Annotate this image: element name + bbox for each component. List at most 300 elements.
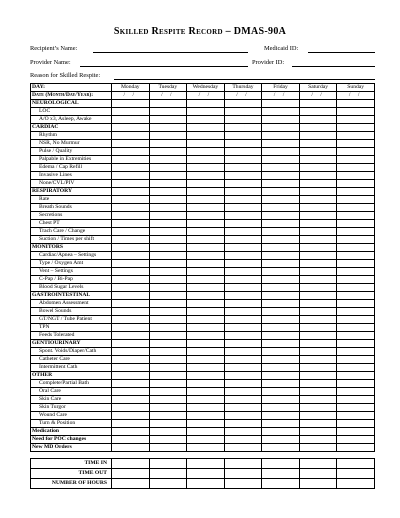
entry-cell[interactable] xyxy=(224,116,262,124)
entry-cell[interactable] xyxy=(187,228,225,236)
entry-cell[interactable] xyxy=(112,364,150,372)
entry-cell[interactable] xyxy=(112,164,150,172)
entry-cell[interactable] xyxy=(337,404,375,412)
entry-cell[interactable] xyxy=(262,396,300,404)
entry-cell[interactable] xyxy=(112,132,150,140)
entry-cell[interactable] xyxy=(299,396,337,404)
entry-cell[interactable] xyxy=(187,300,225,308)
time-entry-cell[interactable] xyxy=(224,469,262,479)
entry-cell[interactable] xyxy=(224,140,262,148)
entry-cell[interactable] xyxy=(149,228,187,236)
entry-cell[interactable] xyxy=(299,132,337,140)
entry-cell[interactable] xyxy=(224,316,262,324)
entry-cell[interactable] xyxy=(187,324,225,332)
entry-cell[interactable] xyxy=(224,124,262,132)
entry-cell[interactable] xyxy=(337,108,375,116)
entry-cell[interactable] xyxy=(112,412,150,420)
entry-cell[interactable] xyxy=(262,204,300,212)
entry-cell[interactable] xyxy=(187,444,225,452)
entry-cell[interactable] xyxy=(149,348,187,356)
entry-cell[interactable] xyxy=(224,268,262,276)
entry-cell[interactable] xyxy=(262,340,300,348)
entry-cell[interactable] xyxy=(224,204,262,212)
entry-cell[interactable] xyxy=(337,252,375,260)
entry-cell[interactable] xyxy=(224,188,262,196)
entry-cell[interactable] xyxy=(149,140,187,148)
entry-cell[interactable] xyxy=(187,204,225,212)
entry-cell[interactable] xyxy=(187,124,225,132)
entry-cell[interactable] xyxy=(299,236,337,244)
entry-cell[interactable] xyxy=(149,204,187,212)
entry-cell[interactable] xyxy=(224,444,262,452)
entry-cell[interactable] xyxy=(149,172,187,180)
entry-cell[interactable] xyxy=(112,388,150,396)
date-cell[interactable]: / / xyxy=(187,92,225,100)
entry-cell[interactable] xyxy=(299,436,337,444)
entry-cell[interactable] xyxy=(299,348,337,356)
entry-cell[interactable] xyxy=(149,412,187,420)
entry-cell[interactable] xyxy=(299,140,337,148)
entry-cell[interactable] xyxy=(299,428,337,436)
entry-cell[interactable] xyxy=(187,188,225,196)
entry-cell[interactable] xyxy=(187,164,225,172)
entry-cell[interactable] xyxy=(149,428,187,436)
entry-cell[interactable] xyxy=(112,324,150,332)
entry-cell[interactable] xyxy=(299,212,337,220)
entry-cell[interactable] xyxy=(299,444,337,452)
entry-cell[interactable] xyxy=(187,140,225,148)
provider-name-field[interactable] xyxy=(80,59,248,67)
entry-cell[interactable] xyxy=(224,300,262,308)
entry-cell[interactable] xyxy=(187,308,225,316)
entry-cell[interactable] xyxy=(187,244,225,252)
entry-cell[interactable] xyxy=(337,236,375,244)
date-cell[interactable]: / / xyxy=(149,92,187,100)
entry-cell[interactable] xyxy=(299,252,337,260)
entry-cell[interactable] xyxy=(112,380,150,388)
entry-cell[interactable] xyxy=(262,428,300,436)
entry-cell[interactable] xyxy=(112,372,150,380)
entry-cell[interactable] xyxy=(187,196,225,204)
entry-cell[interactable] xyxy=(112,396,150,404)
entry-cell[interactable] xyxy=(224,372,262,380)
time-entry-cell[interactable] xyxy=(149,459,187,469)
time-entry-cell[interactable] xyxy=(149,479,187,489)
entry-cell[interactable] xyxy=(149,260,187,268)
entry-cell[interactable] xyxy=(299,380,337,388)
entry-cell[interactable] xyxy=(262,236,300,244)
entry-cell[interactable] xyxy=(299,300,337,308)
entry-cell[interactable] xyxy=(262,436,300,444)
entry-cell[interactable] xyxy=(262,284,300,292)
entry-cell[interactable] xyxy=(112,420,150,428)
entry-cell[interactable] xyxy=(187,148,225,156)
entry-cell[interactable] xyxy=(224,252,262,260)
entry-cell[interactable] xyxy=(262,372,300,380)
entry-cell[interactable] xyxy=(224,340,262,348)
entry-cell[interactable] xyxy=(224,148,262,156)
entry-cell[interactable] xyxy=(299,284,337,292)
entry-cell[interactable] xyxy=(337,244,375,252)
entry-cell[interactable] xyxy=(262,212,300,220)
entry-cell[interactable] xyxy=(299,188,337,196)
entry-cell[interactable] xyxy=(224,220,262,228)
entry-cell[interactable] xyxy=(112,180,150,188)
entry-cell[interactable] xyxy=(299,124,337,132)
entry-cell[interactable] xyxy=(262,252,300,260)
entry-cell[interactable] xyxy=(299,220,337,228)
entry-cell[interactable] xyxy=(224,412,262,420)
entry-cell[interactable] xyxy=(187,396,225,404)
entry-cell[interactable] xyxy=(337,268,375,276)
entry-cell[interactable] xyxy=(224,404,262,412)
entry-cell[interactable] xyxy=(149,148,187,156)
entry-cell[interactable] xyxy=(262,100,300,108)
entry-cell[interactable] xyxy=(112,308,150,316)
entry-cell[interactable] xyxy=(262,308,300,316)
entry-cell[interactable] xyxy=(112,332,150,340)
entry-cell[interactable] xyxy=(337,436,375,444)
entry-cell[interactable] xyxy=(224,332,262,340)
entry-cell[interactable] xyxy=(262,188,300,196)
entry-cell[interactable] xyxy=(149,404,187,412)
entry-cell[interactable] xyxy=(224,212,262,220)
entry-cell[interactable] xyxy=(262,276,300,284)
entry-cell[interactable] xyxy=(299,100,337,108)
entry-cell[interactable] xyxy=(224,260,262,268)
entry-cell[interactable] xyxy=(299,156,337,164)
entry-cell[interactable] xyxy=(112,300,150,308)
date-cell[interactable]: / / xyxy=(337,92,375,100)
entry-cell[interactable] xyxy=(299,340,337,348)
entry-cell[interactable] xyxy=(112,244,150,252)
entry-cell[interactable] xyxy=(224,436,262,444)
entry-cell[interactable] xyxy=(112,204,150,212)
time-entry-cell[interactable] xyxy=(187,479,225,489)
entry-cell[interactable] xyxy=(112,340,150,348)
entry-cell[interactable] xyxy=(187,116,225,124)
entry-cell[interactable] xyxy=(112,100,150,108)
entry-cell[interactable] xyxy=(149,156,187,164)
entry-cell[interactable] xyxy=(337,308,375,316)
entry-cell[interactable] xyxy=(149,372,187,380)
entry-cell[interactable] xyxy=(149,396,187,404)
entry-cell[interactable] xyxy=(149,284,187,292)
entry-cell[interactable] xyxy=(112,404,150,412)
entry-cell[interactable] xyxy=(299,164,337,172)
entry-cell[interactable] xyxy=(187,372,225,380)
entry-cell[interactable] xyxy=(149,436,187,444)
entry-cell[interactable] xyxy=(299,420,337,428)
entry-cell[interactable] xyxy=(299,180,337,188)
entry-cell[interactable] xyxy=(299,196,337,204)
time-entry-cell[interactable] xyxy=(187,469,225,479)
entry-cell[interactable] xyxy=(112,148,150,156)
time-entry-cell[interactable] xyxy=(224,459,262,469)
entry-cell[interactable] xyxy=(262,220,300,228)
entry-cell[interactable] xyxy=(262,196,300,204)
entry-cell[interactable] xyxy=(224,364,262,372)
entry-cell[interactable] xyxy=(337,396,375,404)
entry-cell[interactable] xyxy=(149,356,187,364)
entry-cell[interactable] xyxy=(112,356,150,364)
entry-cell[interactable] xyxy=(149,420,187,428)
entry-cell[interactable] xyxy=(299,116,337,124)
entry-cell[interactable] xyxy=(299,260,337,268)
medicaid-id-field[interactable] xyxy=(308,45,375,53)
entry-cell[interactable] xyxy=(187,212,225,220)
entry-cell[interactable] xyxy=(112,348,150,356)
entry-cell[interactable] xyxy=(262,244,300,252)
entry-cell[interactable] xyxy=(149,268,187,276)
entry-cell[interactable] xyxy=(224,348,262,356)
entry-cell[interactable] xyxy=(149,108,187,116)
entry-cell[interactable] xyxy=(262,172,300,180)
entry-cell[interactable] xyxy=(112,316,150,324)
date-cell[interactable]: / / xyxy=(112,92,150,100)
entry-cell[interactable] xyxy=(262,132,300,140)
entry-cell[interactable] xyxy=(224,196,262,204)
entry-cell[interactable] xyxy=(299,148,337,156)
entry-cell[interactable] xyxy=(262,348,300,356)
entry-cell[interactable] xyxy=(187,332,225,340)
entry-cell[interactable] xyxy=(149,444,187,452)
entry-cell[interactable] xyxy=(299,316,337,324)
time-entry-cell[interactable] xyxy=(337,479,375,489)
entry-cell[interactable] xyxy=(224,324,262,332)
entry-cell[interactable] xyxy=(337,372,375,380)
entry-cell[interactable] xyxy=(149,220,187,228)
entry-cell[interactable] xyxy=(224,156,262,164)
entry-cell[interactable] xyxy=(187,420,225,428)
entry-cell[interactable] xyxy=(224,108,262,116)
recipient-name-field[interactable] xyxy=(93,45,248,53)
entry-cell[interactable] xyxy=(337,204,375,212)
entry-cell[interactable] xyxy=(187,292,225,300)
entry-cell[interactable] xyxy=(337,180,375,188)
entry-cell[interactable] xyxy=(337,380,375,388)
entry-cell[interactable] xyxy=(299,372,337,380)
entry-cell[interactable] xyxy=(187,276,225,284)
entry-cell[interactable] xyxy=(112,172,150,180)
entry-cell[interactable] xyxy=(149,364,187,372)
time-entry-cell[interactable] xyxy=(262,459,300,469)
entry-cell[interactable] xyxy=(299,108,337,116)
entry-cell[interactable] xyxy=(112,116,150,124)
entry-cell[interactable] xyxy=(112,292,150,300)
entry-cell[interactable] xyxy=(149,252,187,260)
entry-cell[interactable] xyxy=(187,180,225,188)
entry-cell[interactable] xyxy=(187,260,225,268)
entry-cell[interactable] xyxy=(337,228,375,236)
entry-cell[interactable] xyxy=(187,268,225,276)
entry-cell[interactable] xyxy=(262,356,300,364)
entry-cell[interactable] xyxy=(224,428,262,436)
entry-cell[interactable] xyxy=(187,156,225,164)
time-entry-cell[interactable] xyxy=(337,469,375,479)
entry-cell[interactable] xyxy=(337,100,375,108)
entry-cell[interactable] xyxy=(337,124,375,132)
entry-cell[interactable] xyxy=(149,132,187,140)
entry-cell[interactable] xyxy=(262,388,300,396)
entry-cell[interactable] xyxy=(112,284,150,292)
entry-cell[interactable] xyxy=(187,132,225,140)
entry-cell[interactable] xyxy=(224,164,262,172)
entry-cell[interactable] xyxy=(187,412,225,420)
entry-cell[interactable] xyxy=(299,204,337,212)
reason-field[interactable] xyxy=(114,72,375,80)
entry-cell[interactable] xyxy=(262,180,300,188)
entry-cell[interactable] xyxy=(187,380,225,388)
entry-cell[interactable] xyxy=(224,292,262,300)
entry-cell[interactable] xyxy=(337,164,375,172)
entry-cell[interactable] xyxy=(112,268,150,276)
time-entry-cell[interactable] xyxy=(187,459,225,469)
entry-cell[interactable] xyxy=(112,436,150,444)
entry-cell[interactable] xyxy=(112,252,150,260)
entry-cell[interactable] xyxy=(337,340,375,348)
entry-cell[interactable] xyxy=(262,444,300,452)
entry-cell[interactable] xyxy=(187,356,225,364)
entry-cell[interactable] xyxy=(337,316,375,324)
entry-cell[interactable] xyxy=(299,276,337,284)
entry-cell[interactable] xyxy=(262,364,300,372)
entry-cell[interactable] xyxy=(187,284,225,292)
entry-cell[interactable] xyxy=(224,308,262,316)
entry-cell[interactable] xyxy=(149,380,187,388)
entry-cell[interactable] xyxy=(149,308,187,316)
time-entry-cell[interactable] xyxy=(337,459,375,469)
entry-cell[interactable] xyxy=(337,332,375,340)
entry-cell[interactable] xyxy=(262,324,300,332)
entry-cell[interactable] xyxy=(112,188,150,196)
entry-cell[interactable] xyxy=(337,364,375,372)
entry-cell[interactable] xyxy=(299,412,337,420)
time-entry-cell[interactable] xyxy=(224,479,262,489)
entry-cell[interactable] xyxy=(299,324,337,332)
entry-cell[interactable] xyxy=(299,332,337,340)
entry-cell[interactable] xyxy=(224,180,262,188)
entry-cell[interactable] xyxy=(187,364,225,372)
entry-cell[interactable] xyxy=(187,172,225,180)
entry-cell[interactable] xyxy=(112,236,150,244)
time-entry-cell[interactable] xyxy=(112,479,150,489)
time-entry-cell[interactable] xyxy=(262,479,300,489)
entry-cell[interactable] xyxy=(224,420,262,428)
entry-cell[interactable] xyxy=(149,316,187,324)
entry-cell[interactable] xyxy=(337,276,375,284)
entry-cell[interactable] xyxy=(337,356,375,364)
entry-cell[interactable] xyxy=(337,196,375,204)
entry-cell[interactable] xyxy=(337,324,375,332)
entry-cell[interactable] xyxy=(224,276,262,284)
entry-cell[interactable] xyxy=(187,340,225,348)
time-entry-cell[interactable] xyxy=(299,479,337,489)
entry-cell[interactable] xyxy=(337,420,375,428)
entry-cell[interactable] xyxy=(187,388,225,396)
entry-cell[interactable] xyxy=(149,236,187,244)
entry-cell[interactable] xyxy=(187,220,225,228)
entry-cell[interactable] xyxy=(262,164,300,172)
entry-cell[interactable] xyxy=(224,100,262,108)
entry-cell[interactable] xyxy=(112,124,150,132)
entry-cell[interactable] xyxy=(149,332,187,340)
entry-cell[interactable] xyxy=(299,388,337,396)
entry-cell[interactable] xyxy=(337,260,375,268)
entry-cell[interactable] xyxy=(149,388,187,396)
entry-cell[interactable] xyxy=(149,196,187,204)
entry-cell[interactable] xyxy=(112,276,150,284)
entry-cell[interactable] xyxy=(337,300,375,308)
entry-cell[interactable] xyxy=(224,132,262,140)
entry-cell[interactable] xyxy=(262,124,300,132)
provider-id-field[interactable] xyxy=(292,59,375,67)
entry-cell[interactable] xyxy=(299,308,337,316)
entry-cell[interactable] xyxy=(299,292,337,300)
entry-cell[interactable] xyxy=(224,356,262,364)
entry-cell[interactable] xyxy=(262,228,300,236)
entry-cell[interactable] xyxy=(187,108,225,116)
entry-cell[interactable] xyxy=(112,220,150,228)
entry-cell[interactable] xyxy=(262,412,300,420)
entry-cell[interactable] xyxy=(337,188,375,196)
entry-cell[interactable] xyxy=(187,404,225,412)
entry-cell[interactable] xyxy=(337,292,375,300)
entry-cell[interactable] xyxy=(224,228,262,236)
entry-cell[interactable] xyxy=(149,244,187,252)
entry-cell[interactable] xyxy=(337,172,375,180)
entry-cell[interactable] xyxy=(337,156,375,164)
time-entry-cell[interactable] xyxy=(299,459,337,469)
entry-cell[interactable] xyxy=(187,428,225,436)
entry-cell[interactable] xyxy=(149,324,187,332)
entry-cell[interactable] xyxy=(262,420,300,428)
entry-cell[interactable] xyxy=(112,196,150,204)
date-cell[interactable]: / / xyxy=(262,92,300,100)
entry-cell[interactable] xyxy=(149,276,187,284)
entry-cell[interactable] xyxy=(262,108,300,116)
entry-cell[interactable] xyxy=(337,116,375,124)
entry-cell[interactable] xyxy=(262,380,300,388)
entry-cell[interactable] xyxy=(337,444,375,452)
entry-cell[interactable] xyxy=(337,428,375,436)
entry-cell[interactable] xyxy=(337,220,375,228)
entry-cell[interactable] xyxy=(149,164,187,172)
entry-cell[interactable] xyxy=(224,388,262,396)
entry-cell[interactable] xyxy=(262,148,300,156)
entry-cell[interactable] xyxy=(149,340,187,348)
entry-cell[interactable] xyxy=(112,228,150,236)
entry-cell[interactable] xyxy=(224,244,262,252)
entry-cell[interactable] xyxy=(187,236,225,244)
entry-cell[interactable] xyxy=(112,156,150,164)
entry-cell[interactable] xyxy=(337,284,375,292)
entry-cell[interactable] xyxy=(149,180,187,188)
entry-cell[interactable] xyxy=(262,292,300,300)
entry-cell[interactable] xyxy=(224,396,262,404)
entry-cell[interactable] xyxy=(262,260,300,268)
entry-cell[interactable] xyxy=(224,172,262,180)
entry-cell[interactable] xyxy=(262,316,300,324)
entry-cell[interactable] xyxy=(224,284,262,292)
entry-cell[interactable] xyxy=(337,348,375,356)
time-entry-cell[interactable] xyxy=(149,469,187,479)
entry-cell[interactable] xyxy=(149,212,187,220)
entry-cell[interactable] xyxy=(299,356,337,364)
entry-cell[interactable] xyxy=(112,428,150,436)
entry-cell[interactable] xyxy=(187,316,225,324)
entry-cell[interactable] xyxy=(112,260,150,268)
